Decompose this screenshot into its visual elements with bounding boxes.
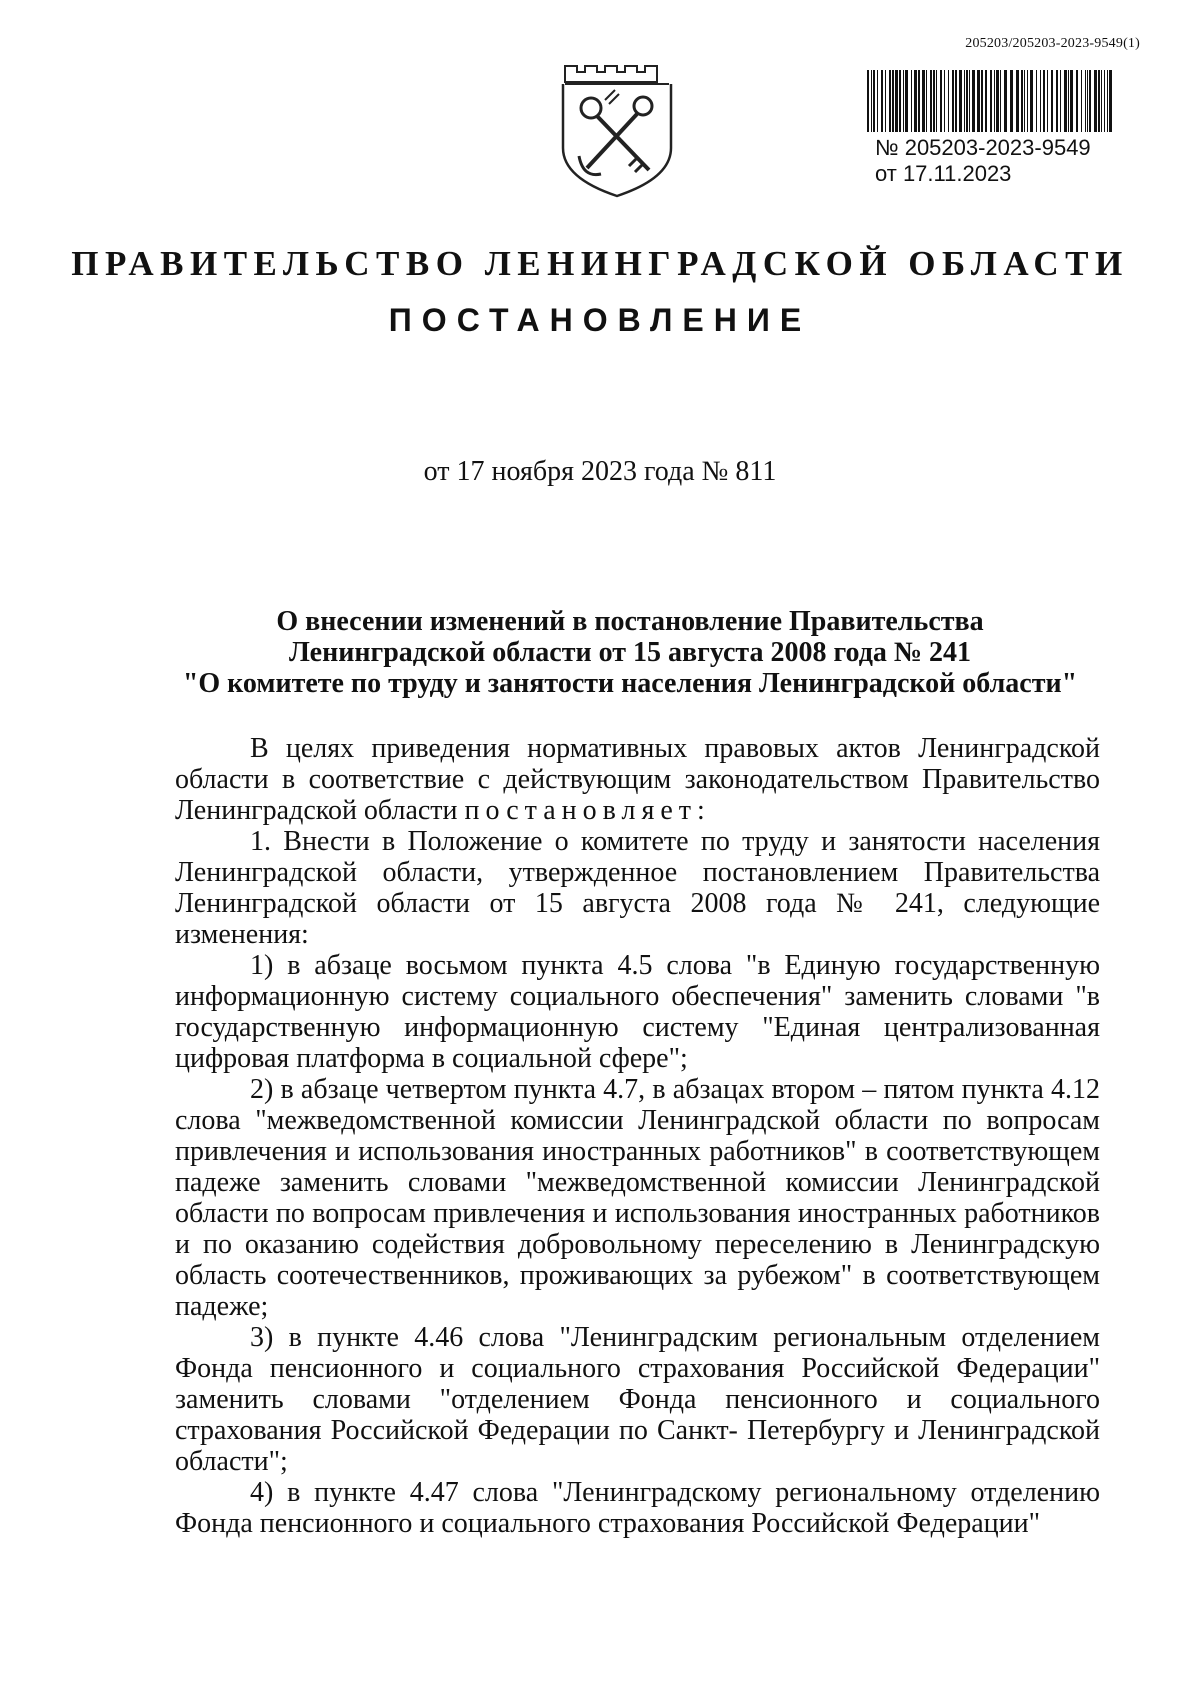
heading-line: Ленинградской области от 15 августа 2008 года № 241: [289, 637, 971, 668]
heading-line: "О комитете по труду и занятости населения Ленинградской области": [182, 668, 1078, 699]
resolution-date-number: от 17 ноября 2023 года № 811: [423, 456, 777, 487]
registration-number: № 205203-2023-9549: [875, 135, 1091, 160]
item-1-paragraph: 1. Внести в Положение о комитете по труду и занятости населения Ленинградской области, утвержденное постановлением Правительства Ленинградской области от 15 августа 2008 года № 241, следующие изменения:: [175, 826, 1100, 950]
preamble-text: В целях приведения нормативных правовых актов Ленинградской области в соответствие с действующим законодательством Правительство Ленинградской области: [175, 733, 1100, 826]
document-body: [175, 733, 1100, 1539]
government-title: ПРАВИТЕЛЬСТВО ЛЕНИНГРАДСКОЙ ОБЛАСТИ: [71, 244, 1129, 283]
subitem-4-paragraph: 4) в пункте 4.47 слова "Ленинградскому региональному отделению Фонда пенсионного и социального страхования Российской Федерации": [175, 1477, 1100, 1539]
resolution-heading: [150, 606, 1110, 699]
subitem-2-paragraph: 2) в абзаце четвертом пункта 4.7, в абзацах втором – пятом пункта 4.12 слова "межведомственной комиссии Ленинградской области по вопросам привлечения и использования иностранных работников" в соответствующем падеже заменить словами "межведомственной комиссии Ленинградской области по вопросам привлечения и использования иностранных работников и по оказанию содействия добровольному переселению в Ленинградскую область соотечественников, проживающих за рубежом" в соответствующем падеже;: [175, 1074, 1100, 1322]
registration-date: от 17.11.2023: [875, 161, 1012, 186]
barcode-icon: [865, 70, 1115, 132]
subitem-3-paragraph: 3) в пункте 4.46 слова "Ленинградским региональным отделением Фонда пенсионного и социального страхования Российской Федерации" заменить словами "отделением Фонда пенсионного и социального страхования Российской Федерации по Санкт- Петербургу и Ленинградской области";: [175, 1322, 1100, 1477]
preamble-paragraph: [175, 733, 1100, 826]
document-type: ПОСТАНОВЛЕНИЕ: [388, 302, 812, 338]
leningrad-oblast-coat-of-arms-icon: [557, 60, 677, 200]
heading-line: О внесении изменений в постановление Правительства: [276, 606, 984, 637]
subitem-1-paragraph: 1) в абзаце восьмом пункта 4.5 слова "в Единую государственную информационную систему социального обеспечения" заменить словами "в государственную информационную систему "Единая централизованная цифровая платформа в социальной сфере";: [175, 950, 1100, 1074]
preamble-verb: постановляет:: [464, 795, 711, 826]
document-id: 205203/205203-2023-9549(1): [965, 36, 1140, 51]
